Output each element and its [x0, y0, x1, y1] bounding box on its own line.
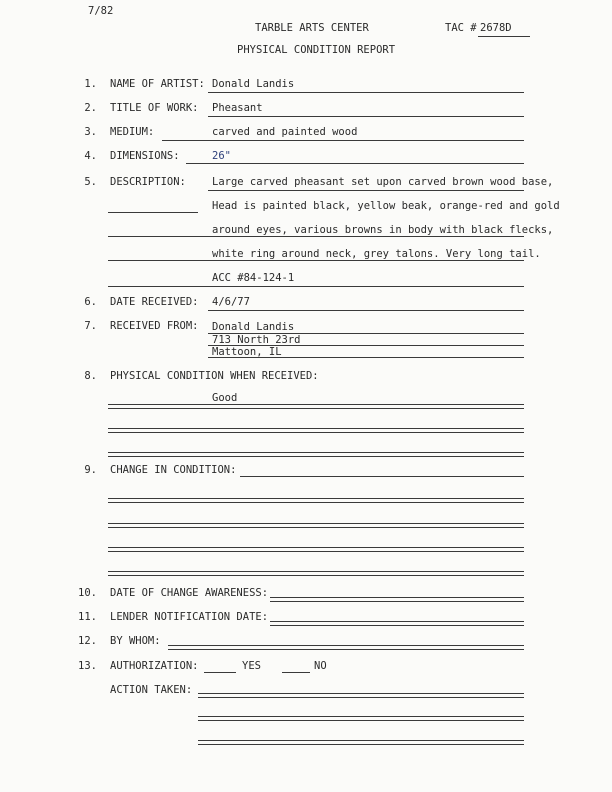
change-condition-rule-1: [240, 476, 524, 477]
date-change-line: [270, 597, 524, 602]
lender-notification-line: [270, 621, 524, 626]
field-9-number: 9.: [84, 464, 97, 476]
tac-number-underline: [478, 36, 530, 37]
condition-received-rule-3: [108, 452, 524, 457]
date-received-line: [208, 310, 524, 311]
change-condition-label: CHANGE IN CONDITION:: [110, 464, 237, 476]
condition-received-value: Good: [212, 392, 238, 404]
title-value: Pheasant: [212, 102, 263, 114]
by-whom-line: [168, 645, 524, 650]
change-condition-rule-3: [108, 523, 524, 528]
medium-value: carved and painted wood: [212, 126, 358, 138]
description-rule-2a: [108, 212, 198, 213]
condition-received-rule-1: [108, 404, 524, 409]
received-from-line-3: Mattoon, IL: [212, 346, 282, 358]
action-taken-rule-1: [198, 693, 524, 698]
report-title: PHYSICAL CONDITION REPORT: [237, 44, 396, 56]
date-received-value: 4/6/77: [212, 296, 250, 308]
description-rule-5: [108, 286, 524, 287]
dimensions-label: DIMENSIONS:: [110, 150, 180, 162]
medium-label: MEDIUM:: [110, 126, 155, 138]
description-label: DESCRIPTION:: [110, 176, 186, 188]
field-4-number: 4.: [84, 150, 97, 162]
description-line-4: white ring around neck, grey talons. Very long tail.: [212, 248, 541, 260]
action-taken-rule-3: [198, 740, 524, 745]
authorization-yes: YES: [242, 660, 261, 672]
action-taken-rule-2: [198, 716, 524, 721]
field-7-number: 7.: [84, 320, 97, 332]
condition-received-label: PHYSICAL CONDITION WHEN RECEIVED:: [110, 370, 319, 382]
condition-received-rule-2: [108, 428, 524, 433]
received-from-rule-3: [208, 357, 524, 358]
received-from-line-1: Donald Landis: [212, 321, 295, 333]
tac-number: 2678D: [480, 22, 512, 34]
change-condition-rule-2: [108, 498, 524, 503]
field-1-number: 1.: [84, 78, 97, 90]
authorization-yes-blank: [204, 672, 236, 673]
authorization-label: AUTHORIZATION:: [110, 660, 199, 672]
description-rule-3: [108, 236, 524, 237]
authorization-no: NO: [314, 660, 327, 672]
title-label: TITLE OF WORK:: [110, 102, 199, 114]
title-line: [208, 116, 524, 117]
corner-date: 7/82: [88, 5, 114, 17]
date-received-label: DATE RECEIVED:: [110, 296, 199, 308]
description-line-5: ACC #84-124-1: [212, 272, 295, 284]
change-condition-rule-4: [108, 547, 524, 552]
center-name: TARBLE ARTS CENTER: [255, 22, 369, 34]
field-10-number: 10.: [78, 587, 97, 599]
received-from-line-2: 713 North 23rd: [212, 334, 301, 346]
dimensions-line: [186, 163, 524, 164]
by-whom-label: BY WHOM:: [110, 635, 161, 647]
description-rule-4: [108, 260, 524, 261]
field-3-number: 3.: [84, 126, 97, 138]
action-taken-label: ACTION TAKEN:: [110, 684, 193, 696]
artist-line: [208, 92, 524, 93]
date-change-label: DATE OF CHANGE AWARENESS:: [110, 587, 269, 599]
description-rule-1: [208, 190, 524, 191]
change-condition-rule-5: [108, 571, 524, 576]
field-13-number: 13.: [78, 660, 97, 672]
field-6-number: 6.: [84, 296, 97, 308]
medium-line: [162, 140, 524, 141]
received-from-label: RECEIVED FROM:: [110, 320, 199, 332]
lender-notification-label: LENDER NOTIFICATION DATE:: [110, 611, 269, 623]
description-line-3: around eyes, various browns in body with black flecks,: [212, 224, 554, 236]
field-8-number: 8.: [84, 370, 97, 382]
artist-label: NAME OF ARTIST:: [110, 78, 205, 90]
tac-label: TAC #: [445, 22, 477, 34]
description-line-2: Head is painted black, yellow beak, orange-red and gold: [212, 200, 560, 212]
field-11-number: 11.: [78, 611, 97, 623]
field-2-number: 2.: [84, 102, 97, 114]
dimensions-value: 26": [212, 150, 231, 162]
description-line-1: Large carved pheasant set upon carved brown wood base,: [212, 176, 554, 188]
field-5-number: 5.: [84, 176, 97, 188]
artist-value: Donald Landis: [212, 78, 295, 90]
authorization-no-blank: [282, 672, 310, 673]
field-12-number: 12.: [78, 635, 97, 647]
